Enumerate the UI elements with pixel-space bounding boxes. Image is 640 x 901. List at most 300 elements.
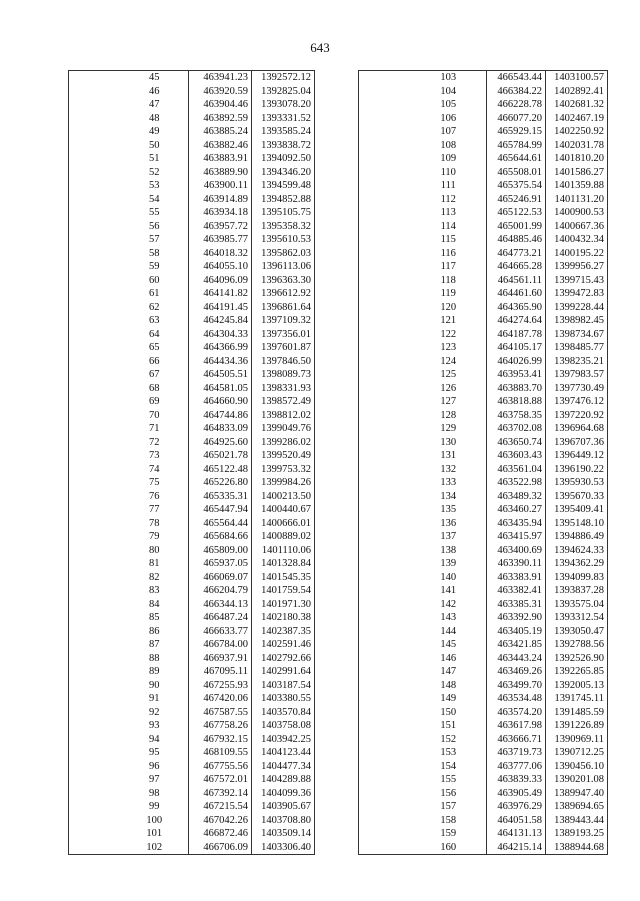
point-number-cell: 48	[149, 112, 160, 124]
table-row	[359, 341, 608, 355]
x-coordinate-cell: 466937.91	[189, 652, 252, 666]
x-coordinate-cell: 463818.88	[487, 395, 546, 409]
coordinate-table-left	[68, 70, 315, 855]
x-coordinate-cell: 466384.22	[487, 85, 546, 99]
point-number-cell: 56	[149, 220, 160, 232]
table-row	[69, 287, 315, 301]
y-coordinate-cell: 1390712.25	[546, 746, 608, 760]
blank-cell	[359, 814, 411, 828]
x-coordinate-cell: 466784.00	[189, 638, 252, 652]
blank-cell	[69, 814, 121, 828]
blank-cell	[69, 544, 121, 558]
blank-cell	[359, 503, 411, 517]
table-row	[359, 638, 608, 652]
point-number-cell: 133	[440, 477, 457, 488]
y-coordinate-cell: 1403708.80	[252, 814, 315, 828]
x-coordinate-cell: 463435.94	[487, 517, 546, 531]
x-coordinate-cell: 463534.48	[487, 692, 546, 706]
point-number-cell: 151	[440, 720, 457, 731]
table-row	[359, 382, 608, 396]
blank-cell	[359, 422, 411, 436]
blank-cell	[359, 611, 411, 625]
table-row	[359, 260, 608, 274]
x-coordinate-cell: 463957.72	[189, 220, 252, 234]
point-number-cell: 135	[440, 504, 457, 515]
x-coordinate-cell: 466633.77	[189, 625, 252, 639]
x-coordinate-cell: 467587.55	[189, 706, 252, 720]
blank-cell	[359, 746, 411, 760]
y-coordinate-cell: 1401586.27	[546, 166, 608, 180]
x-coordinate-cell: 464885.46	[487, 233, 546, 247]
y-coordinate-cell: 1396449.12	[546, 449, 608, 463]
x-coordinate-cell: 465684.66	[189, 530, 252, 544]
table-row	[69, 112, 315, 126]
point-number-cell: 85	[149, 612, 160, 623]
blank-cell	[69, 503, 121, 517]
x-coordinate-cell: 463421.85	[487, 638, 546, 652]
point-number-cell: 50	[149, 139, 160, 151]
point-number-cell: 87	[149, 639, 160, 650]
blank-cell	[359, 206, 411, 220]
blank-cell	[359, 301, 411, 315]
table-row	[69, 733, 315, 747]
table-row	[359, 706, 608, 720]
table-row	[359, 625, 608, 639]
point-number-cell: 113	[440, 207, 456, 218]
table-row	[69, 382, 315, 396]
y-coordinate-cell: 1402892.41	[546, 85, 608, 99]
table-row	[359, 733, 608, 747]
x-coordinate-cell: 463443.24	[487, 652, 546, 666]
point-number-cell: 81	[149, 558, 160, 569]
y-coordinate-cell: 1401971.30	[252, 598, 315, 612]
x-coordinate-cell: 463905.49	[487, 787, 546, 801]
x-coordinate-cell: 463758.35	[487, 409, 546, 423]
table-row	[359, 71, 608, 85]
y-coordinate-cell: 1399984.26	[252, 476, 315, 490]
y-coordinate-cell: 1391745.11	[546, 692, 608, 706]
table-row	[359, 490, 608, 504]
table-row	[69, 206, 315, 220]
x-coordinate-cell: 464105.17	[487, 341, 546, 355]
y-coordinate-cell: 1400667.36	[546, 220, 608, 234]
y-coordinate-cell: 1396707.36	[546, 436, 608, 450]
point-number-cell: 112	[440, 193, 456, 205]
point-number-cell: 120	[440, 301, 457, 313]
point-number-cell: 126	[440, 382, 457, 394]
x-coordinate-cell: 464304.33	[189, 328, 252, 342]
x-coordinate-cell: 464660.90	[189, 395, 252, 409]
table-row	[69, 800, 315, 814]
blank-cell	[359, 800, 411, 814]
table-row	[359, 368, 608, 382]
x-coordinate-cell: 464665.28	[487, 260, 546, 274]
blank-cell	[359, 98, 411, 112]
table-row	[359, 314, 608, 328]
x-coordinate-cell: 466543.44	[487, 71, 546, 85]
point-number-cell: 114	[440, 220, 456, 232]
table-row	[69, 328, 315, 342]
x-coordinate-cell: 463934.18	[189, 206, 252, 220]
y-coordinate-cell: 1390456.10	[546, 760, 608, 774]
point-number-cell: 63	[149, 315, 160, 326]
y-coordinate-cell: 1401545.35	[252, 571, 315, 585]
point-number-cell: 91	[149, 693, 160, 704]
x-coordinate-cell: 463489.32	[487, 490, 546, 504]
table-row	[359, 98, 608, 112]
point-number-cell: 65	[149, 342, 160, 353]
table-row	[69, 571, 315, 585]
point-number-cell: 124	[440, 355, 457, 367]
blank-cell	[359, 274, 411, 288]
y-coordinate-cell: 1403187.54	[252, 679, 315, 693]
point-number-cell: 137	[440, 531, 457, 542]
table-row	[69, 166, 315, 180]
table-row	[69, 679, 315, 693]
y-coordinate-cell: 1394599.48	[252, 179, 315, 193]
x-coordinate-cell: 466344.13	[189, 598, 252, 612]
x-coordinate-cell: 463400.69	[487, 544, 546, 558]
blank-cell	[359, 247, 411, 261]
table-row	[69, 233, 315, 247]
point-number-cell: 93	[149, 720, 160, 731]
blank-cell	[359, 382, 411, 396]
blank-cell	[69, 166, 121, 180]
x-coordinate-cell: 463892.59	[189, 112, 252, 126]
y-coordinate-cell: 1404477.34	[252, 760, 315, 774]
x-coordinate-cell: 465021.78	[189, 449, 252, 463]
point-number-cell: 45	[121, 71, 189, 85]
point-number-cell: 54	[149, 193, 160, 205]
table-row	[359, 436, 608, 450]
blank-cell	[69, 584, 121, 598]
blank-cell	[69, 287, 121, 301]
point-number-cell: 153	[440, 747, 457, 758]
table-row	[69, 557, 315, 571]
table-row	[69, 665, 315, 679]
point-number-cell: 145	[440, 639, 457, 650]
page-number: 643	[310, 40, 330, 55]
point-number-cell: 144	[440, 625, 457, 637]
table-row	[359, 692, 608, 706]
point-number-cell: 102	[121, 841, 189, 855]
y-coordinate-cell: 1390969.11	[546, 733, 608, 747]
x-coordinate-cell: 464833.09	[189, 422, 252, 436]
blank-cell	[359, 139, 411, 153]
blank-cell	[359, 112, 411, 126]
point-number-cell: 160	[411, 841, 487, 855]
table-row	[69, 125, 315, 139]
x-coordinate-cell: 463405.19	[487, 625, 546, 639]
table-row	[359, 773, 608, 787]
table-row	[69, 368, 315, 382]
table-row	[359, 328, 608, 342]
y-coordinate-cell: 1390201.08	[546, 773, 608, 787]
y-coordinate-cell: 1395670.33	[546, 490, 608, 504]
point-number-cell: 51	[149, 153, 160, 164]
x-coordinate-cell: 463920.59	[189, 85, 252, 99]
point-number-cell: 110	[440, 166, 456, 178]
blank-cell	[69, 206, 121, 220]
blank-cell	[359, 773, 411, 787]
x-coordinate-cell: 465809.00	[189, 544, 252, 558]
table-row	[69, 760, 315, 774]
y-coordinate-cell: 1391226.89	[546, 719, 608, 733]
point-number-cell: 118	[440, 274, 456, 286]
x-coordinate-cell: 463914.89	[189, 193, 252, 207]
point-number-cell: 98	[149, 787, 160, 799]
table-row	[69, 247, 315, 261]
x-coordinate-cell: 464366.99	[189, 341, 252, 355]
table-row	[69, 85, 315, 99]
y-coordinate-cell: 1393078.20	[252, 98, 315, 112]
table-row	[359, 814, 608, 828]
y-coordinate-cell: 1389193.25	[546, 827, 608, 841]
x-coordinate-cell: 463904.46	[189, 98, 252, 112]
y-coordinate-cell: 1401131.20	[546, 193, 608, 207]
point-number-cell: 150	[440, 706, 457, 718]
table-row	[69, 463, 315, 477]
blank-cell	[359, 233, 411, 247]
blank-cell	[69, 692, 121, 706]
blank-cell	[359, 287, 411, 301]
coordinate-table-right	[358, 70, 608, 855]
blank-cell	[359, 733, 411, 747]
blank-cell	[69, 436, 121, 450]
y-coordinate-cell: 1398572.49	[252, 395, 315, 409]
y-coordinate-cell: 1401328.84	[252, 557, 315, 571]
blank-cell	[69, 746, 121, 760]
x-coordinate-cell: 463777.06	[487, 760, 546, 774]
x-coordinate-cell: 466487.24	[189, 611, 252, 625]
y-coordinate-cell: 1389694.65	[546, 800, 608, 814]
blank-cell	[359, 125, 411, 139]
point-number-cell: 131	[440, 450, 457, 461]
x-coordinate-cell: 468109.55	[189, 746, 252, 760]
point-number-cell: 129	[440, 423, 457, 434]
y-coordinate-cell: 1399753.32	[252, 463, 315, 477]
x-coordinate-cell: 463650.74	[487, 436, 546, 450]
x-coordinate-cell: 463719.73	[487, 746, 546, 760]
y-coordinate-cell: 1389947.40	[546, 787, 608, 801]
x-coordinate-cell: 464505.51	[189, 368, 252, 382]
point-number-cell: 136	[440, 517, 457, 529]
x-coordinate-cell: 463900.11	[189, 179, 252, 193]
table-row	[69, 841, 315, 855]
y-coordinate-cell: 1403380.55	[252, 692, 315, 706]
table-row	[69, 71, 315, 85]
table-row	[359, 395, 608, 409]
point-number-cell: 59	[149, 261, 160, 272]
x-coordinate-cell: 464141.82	[189, 287, 252, 301]
blank-cell	[69, 598, 121, 612]
blank-cell	[359, 314, 411, 328]
table-row	[359, 139, 608, 153]
y-coordinate-cell: 1403100.57	[546, 71, 608, 85]
y-coordinate-cell: 1403942.25	[252, 733, 315, 747]
point-number-cell: 147	[440, 666, 457, 677]
x-coordinate-cell: 464055.10	[189, 260, 252, 274]
point-number-cell: 138	[440, 544, 457, 556]
x-coordinate-cell: 465929.15	[487, 125, 546, 139]
point-number-cell: 55	[149, 207, 160, 218]
table-row	[69, 193, 315, 207]
point-number-cell: 106	[440, 112, 457, 124]
x-coordinate-cell: 463383.91	[487, 571, 546, 585]
y-coordinate-cell: 1394852.88	[252, 193, 315, 207]
point-number-cell: 82	[149, 571, 160, 583]
y-coordinate-cell: 1396190.22	[546, 463, 608, 477]
x-coordinate-cell: 464925.60	[189, 436, 252, 450]
x-coordinate-cell: 466077.20	[487, 112, 546, 126]
table-row	[69, 638, 315, 652]
x-coordinate-cell: 467255.93	[189, 679, 252, 693]
table-row	[359, 355, 608, 369]
blank-cell	[69, 476, 121, 490]
point-number-cell: 116	[440, 247, 456, 259]
y-coordinate-cell: 1397356.01	[252, 328, 315, 342]
y-coordinate-cell: 1392526.90	[546, 652, 608, 666]
y-coordinate-cell: 1394092.50	[252, 152, 315, 166]
blank-cell	[359, 220, 411, 234]
y-coordinate-cell: 1393837.28	[546, 584, 608, 598]
y-coordinate-cell: 1394362.29	[546, 557, 608, 571]
blank-cell	[359, 166, 411, 180]
point-number-cell: 125	[440, 369, 457, 380]
x-coordinate-cell: 464365.90	[487, 301, 546, 315]
blank-cell	[359, 571, 411, 585]
table-row	[359, 530, 608, 544]
blank-cell	[69, 409, 121, 423]
point-number-cell: 139	[440, 558, 457, 569]
y-coordinate-cell: 1404289.88	[252, 773, 315, 787]
blank-cell	[359, 584, 411, 598]
blank-cell	[69, 355, 121, 369]
y-coordinate-cell: 1398089.73	[252, 368, 315, 382]
table-row	[69, 301, 315, 315]
y-coordinate-cell: 1400666.01	[252, 517, 315, 531]
point-number-cell: 99	[149, 801, 160, 812]
y-coordinate-cell: 1394346.20	[252, 166, 315, 180]
point-number-cell: 119	[440, 288, 456, 299]
point-number-cell: 130	[440, 436, 457, 448]
x-coordinate-cell: 463460.27	[487, 503, 546, 517]
blank-cell	[69, 530, 121, 544]
blank-cell	[69, 328, 121, 342]
x-coordinate-cell: 463889.90	[189, 166, 252, 180]
point-number-cell: 159	[440, 828, 457, 839]
x-coordinate-cell: 463883.91	[189, 152, 252, 166]
table-row	[359, 463, 608, 477]
point-number-cell: 84	[149, 598, 160, 610]
point-number-cell: 154	[440, 760, 457, 772]
table-row	[69, 746, 315, 760]
blank-cell	[69, 125, 121, 139]
blank-cell	[359, 449, 411, 463]
table-row	[69, 409, 315, 423]
table-row	[69, 152, 315, 166]
x-coordinate-cell: 463839.33	[487, 773, 546, 787]
point-number-cell: 89	[149, 666, 160, 677]
blank-cell	[69, 463, 121, 477]
point-number-cell: 78	[149, 517, 160, 529]
x-coordinate-cell: 463941.23	[189, 71, 252, 85]
blank-cell	[359, 625, 411, 639]
point-number-cell: 128	[440, 409, 457, 421]
table-row	[69, 517, 315, 531]
x-coordinate-cell: 465246.91	[487, 193, 546, 207]
table-row	[69, 314, 315, 328]
x-coordinate-cell: 463382.41	[487, 584, 546, 598]
y-coordinate-cell: 1402031.78	[546, 139, 608, 153]
table-row	[69, 544, 315, 558]
point-number-cell: 86	[149, 625, 160, 637]
blank-cell	[69, 382, 121, 396]
blank-cell	[359, 260, 411, 274]
table-row	[359, 611, 608, 625]
point-number-cell: 67	[149, 369, 160, 380]
blank-cell	[359, 328, 411, 342]
x-coordinate-cell: 463985.77	[189, 233, 252, 247]
table-row	[69, 341, 315, 355]
x-coordinate-cell: 465375.54	[487, 179, 546, 193]
x-coordinate-cell: 464245.84	[189, 314, 252, 328]
blank-cell	[359, 490, 411, 504]
point-number-cell: 101	[146, 828, 163, 839]
y-coordinate-cell: 1396612.92	[252, 287, 315, 301]
blank-cell	[359, 760, 411, 774]
blank-cell	[69, 152, 121, 166]
x-coordinate-cell: 463885.24	[189, 125, 252, 139]
blank-cell	[359, 530, 411, 544]
point-number-cell: 75	[149, 477, 160, 488]
blank-cell	[359, 652, 411, 666]
table-row	[359, 584, 608, 598]
y-coordinate-cell: 1389443.44	[546, 814, 608, 828]
x-coordinate-cell: 465122.48	[189, 463, 252, 477]
x-coordinate-cell: 464131.13	[487, 827, 546, 841]
table-row	[69, 706, 315, 720]
point-number-cell: 149	[440, 693, 457, 704]
y-coordinate-cell: 1399715.43	[546, 274, 608, 288]
blank-cell	[69, 638, 121, 652]
y-coordinate-cell: 1394886.49	[546, 530, 608, 544]
point-number-cell: 96	[149, 760, 160, 772]
blank-cell	[69, 98, 121, 112]
blank-cell	[69, 220, 121, 234]
y-coordinate-cell: 1400900.53	[546, 206, 608, 220]
y-coordinate-cell: 1395610.53	[252, 233, 315, 247]
x-coordinate-cell: 463953.41	[487, 368, 546, 382]
y-coordinate-cell: 1392788.56	[546, 638, 608, 652]
blank-cell	[69, 260, 121, 274]
x-coordinate-cell: 465937.05	[189, 557, 252, 571]
blank-cell	[69, 368, 121, 382]
y-coordinate-cell: 1402467.19	[546, 112, 608, 126]
y-coordinate-cell: 1397601.87	[252, 341, 315, 355]
table-row	[359, 193, 608, 207]
point-number-cell: 70	[149, 409, 160, 421]
y-coordinate-cell: 1400889.02	[252, 530, 315, 544]
point-number-cell: 115	[440, 234, 456, 245]
table-row	[359, 220, 608, 234]
blank-cell	[69, 233, 121, 247]
point-number-cell: 62	[149, 301, 160, 313]
y-coordinate-cell: 1396861.64	[252, 301, 315, 315]
y-coordinate-cell: 1395358.32	[252, 220, 315, 234]
blank-cell	[359, 557, 411, 571]
table-row	[359, 179, 608, 193]
